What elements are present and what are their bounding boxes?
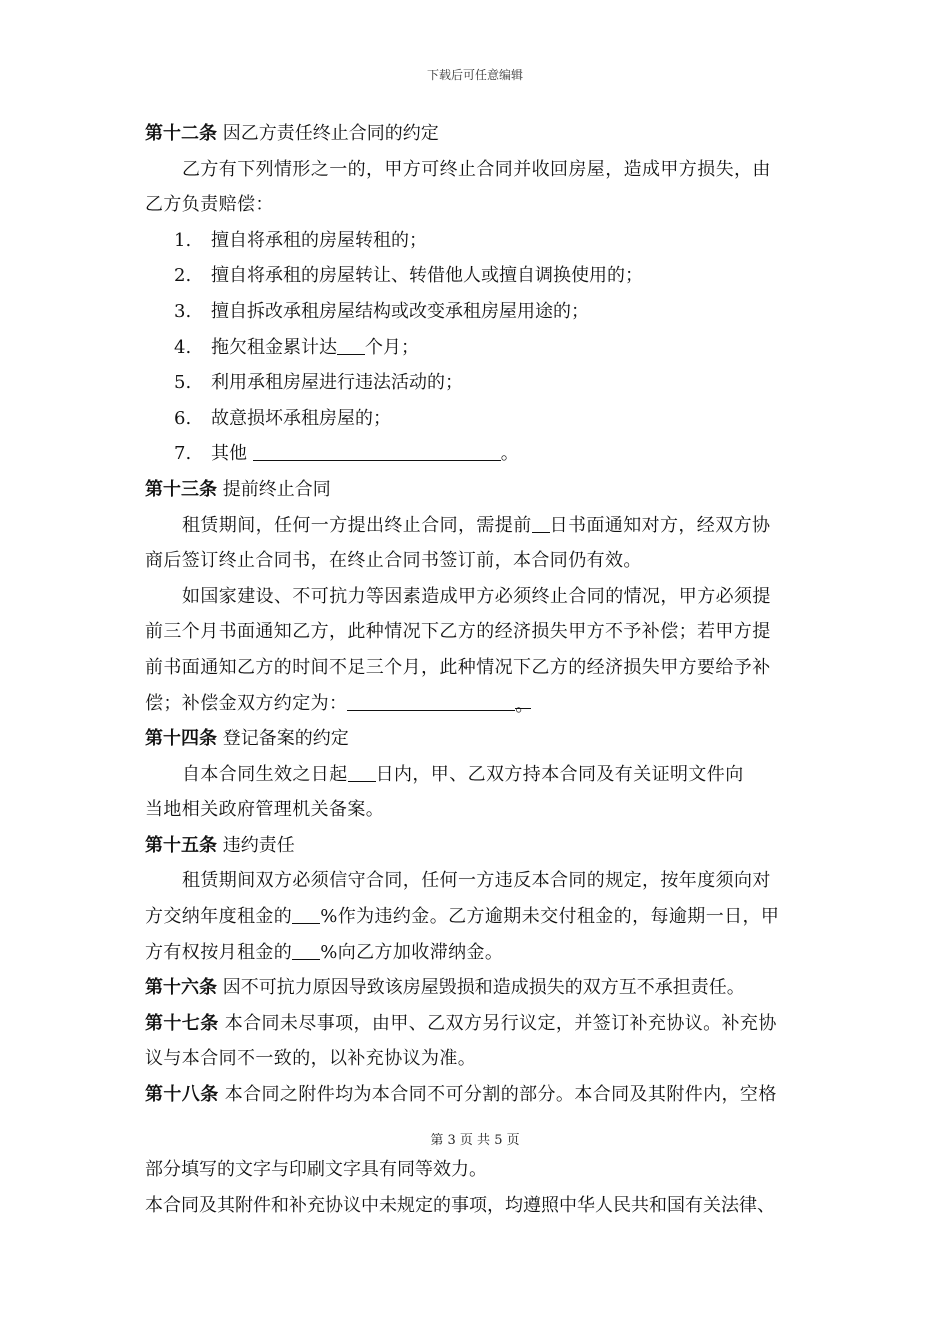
article-title: 因乙方责任终止合同的约定 bbox=[222, 123, 439, 144]
fill-blank bbox=[253, 440, 501, 461]
paragraph-line bbox=[145, 935, 810, 971]
list-text: 其他 bbox=[211, 443, 253, 465]
list-item bbox=[145, 365, 810, 401]
paragraph-line: 前书面通知乙方的时间不足三个月，此种情况下乙方的经济损失甲方要给予补 bbox=[145, 656, 771, 678]
text-segment: 偿；补偿金双方约定为： bbox=[145, 692, 348, 714]
article-text: 本合同之附件均为本合同不可分割的部分。本合同及其附件内，空格 bbox=[224, 1084, 777, 1106]
article-number: 第十三条 bbox=[145, 478, 217, 500]
fill-blank bbox=[337, 334, 365, 355]
list-number: 4. bbox=[174, 336, 192, 358]
article-number: 第十六条 bbox=[145, 977, 217, 999]
list-number: 6. bbox=[174, 407, 192, 429]
paragraph-line: 议与本合同不一致的，以补充协议为准。 bbox=[145, 1048, 477, 1070]
text-segment: %作为违约金。乙方逾期未交付租金的，每逾期一日，甲 bbox=[320, 906, 780, 928]
list-item bbox=[145, 258, 810, 294]
list-text: 故意损坏承租房屋的； bbox=[211, 407, 391, 429]
article-number: 第十四条 bbox=[145, 728, 217, 750]
fill-blank bbox=[532, 512, 550, 533]
article-number: 第十七条 bbox=[145, 1012, 219, 1034]
list-text: 利用承租房屋进行违法活动的； bbox=[211, 372, 463, 394]
paragraph-line: 部分填写的文字与印刷文字具有同等效力。 bbox=[145, 1159, 487, 1180]
paragraph-line: 当地相关政府管理机关备案。 bbox=[145, 799, 385, 821]
list-text: 。 bbox=[500, 443, 519, 465]
text-segment: 日内，甲、乙双方持本合同及有关证明文件向 bbox=[375, 763, 744, 785]
article-title: 违约责任 bbox=[222, 834, 295, 856]
article-text: 本合同未尽事项，由甲、乙双方另行议定，并签订补充协议。补充协 bbox=[224, 1012, 777, 1034]
article-15-heading bbox=[145, 828, 810, 864]
article-number: 第十八条 bbox=[145, 1084, 219, 1106]
list-text: 擅自拆改承租房屋结构或改变承租房屋用途的； bbox=[211, 300, 589, 322]
paragraph-line: 租赁期间双方必须信守合同，任何一方违反本合同的规定，按年度须向对 bbox=[182, 870, 771, 892]
text-segment: %向乙方加收滞纳金。 bbox=[320, 941, 504, 963]
list-item bbox=[145, 223, 810, 259]
list-item bbox=[145, 330, 810, 366]
list-number: 7. bbox=[174, 443, 192, 465]
article-title: 提前终止合同 bbox=[222, 478, 331, 500]
text-segment: 日书面通知对方，经双方协 bbox=[549, 514, 771, 536]
list-text: 个月； bbox=[365, 336, 419, 358]
list-number: 5. bbox=[174, 372, 192, 394]
contract-body bbox=[145, 116, 810, 1113]
list-number: 3. bbox=[174, 300, 192, 322]
text-segment: 自本合同生效之日起 bbox=[182, 763, 348, 785]
article-text: 因不可抗力原因导致该房屋毁损和造成损失的双方互不承担责任。 bbox=[222, 977, 745, 999]
page-header: 下载后可任意编辑 bbox=[426, 68, 523, 82]
list-item bbox=[145, 436, 810, 472]
list-text: 拖欠租金累计达 bbox=[211, 336, 337, 358]
list-item bbox=[145, 294, 810, 330]
article-number: 第十五条 bbox=[145, 834, 217, 856]
text-segment: 方有权按月租金的 bbox=[145, 941, 293, 963]
paragraph-line: 商后签订终止合同书，在终止合同书签订前，本合同仍有效。 bbox=[145, 550, 642, 572]
fill-blank bbox=[347, 690, 515, 711]
paragraph-line: 乙方有下列情形之一的，甲方可终止合同并收回房屋，造成甲方损失，由 bbox=[182, 158, 771, 180]
text-segment: 。 bbox=[515, 688, 531, 709]
paragraph-line bbox=[145, 757, 810, 793]
article-13-heading bbox=[145, 472, 810, 508]
paragraph-line: 乙方负责赔偿： bbox=[145, 194, 274, 216]
fill-blank bbox=[292, 903, 320, 924]
text-segment: 方交纳年度租金的 bbox=[145, 906, 293, 928]
list-item bbox=[145, 401, 810, 437]
paragraph-line bbox=[145, 508, 810, 544]
article-17 bbox=[145, 1006, 810, 1042]
article-18 bbox=[145, 1077, 810, 1113]
page-footer: 第 3 页 共 5 页 bbox=[430, 1133, 520, 1148]
paragraph-line: 前三个月书面通知乙方，此种情况下乙方的经济损失甲方不予补偿；若甲方提 bbox=[145, 621, 771, 643]
list-number: 2. bbox=[174, 265, 192, 287]
paragraph-line: 本合同及其附件和补充协议中未规定的事项，均遵照中华人民共和国有关法律、 bbox=[145, 1194, 775, 1216]
article-14-heading bbox=[145, 721, 810, 757]
list-text: 擅自将承租的房屋转租的； bbox=[211, 229, 427, 251]
list-text: 擅自将承租的房屋转让、转借他人或擅自调换使用的； bbox=[211, 265, 643, 287]
article-title: 登记备案的约定 bbox=[222, 728, 349, 750]
text-segment: 租赁期间，任何一方提出终止合同，需提前 bbox=[182, 514, 532, 536]
article-16 bbox=[145, 970, 810, 1006]
next-page-body bbox=[145, 1152, 825, 1223]
fill-blank bbox=[292, 939, 320, 960]
paragraph-line bbox=[145, 686, 810, 722]
list-number: 1. bbox=[174, 229, 192, 251]
paragraph-line: 如国家建设、不可抗力等因素造成甲方必须终止合同的情况，甲方必须提 bbox=[182, 585, 771, 607]
article-number: 第十二条 bbox=[145, 123, 217, 144]
article-12-heading bbox=[145, 116, 810, 152]
fill-blank bbox=[348, 761, 376, 782]
paragraph-line bbox=[145, 899, 810, 935]
